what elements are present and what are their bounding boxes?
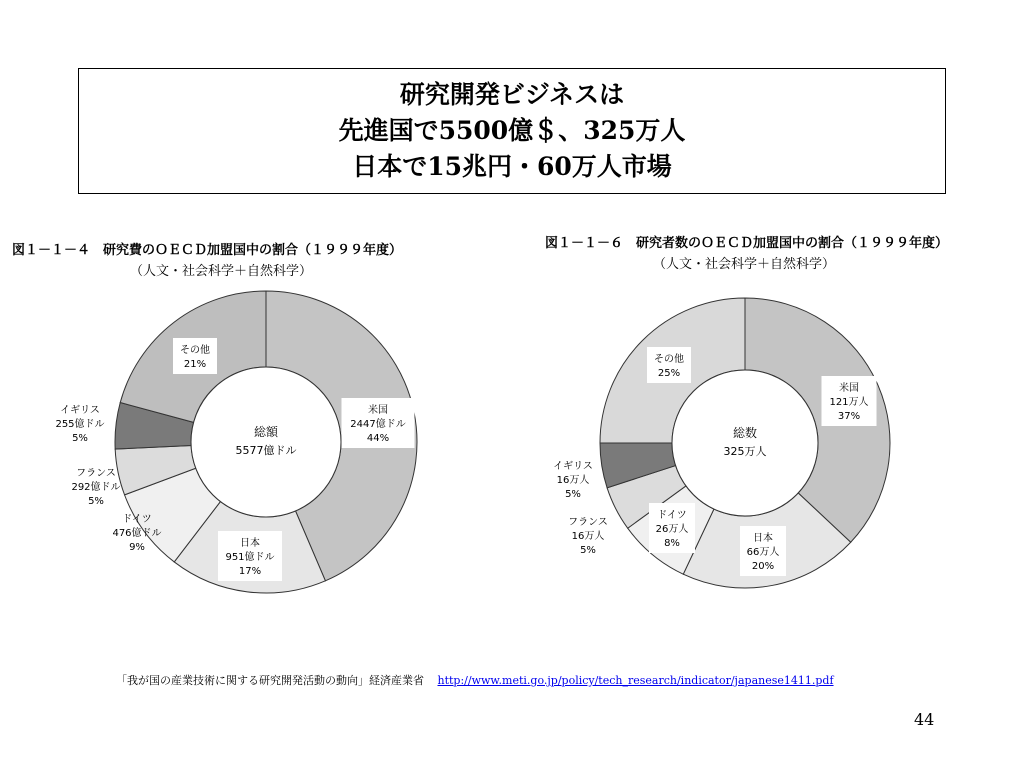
cost-uk-name-label: イギリス	[60, 405, 100, 416]
chart-right-title: 図１－１－６ 研究者数のＯＥＣＤ加盟国中の割合（１９９９年度）	[545, 236, 949, 251]
cost-other-name-label: その他	[180, 345, 210, 356]
page-number: 44	[914, 710, 935, 729]
researchers-france-pct-label: 5%	[580, 545, 596, 556]
cost-uk-pct-label: 5%	[72, 433, 88, 444]
researchers-us-value-label: 121万人	[829, 397, 869, 408]
researchers-germany-pct-label: 8%	[664, 538, 680, 549]
researchers-uk-value-label: 16万人	[556, 475, 590, 486]
researchers-us-name-label: 米国	[839, 383, 859, 394]
cost-label-uk	[55, 404, 104, 444]
researchers-label-france	[568, 516, 608, 556]
chart-left-title: 図１－１－４ 研究費のＯＥＣＤ加盟国中の割合（１９９９年度）	[12, 243, 403, 258]
cost-label-other	[173, 338, 217, 374]
cost-france-name-label: フランス	[76, 468, 116, 479]
source-citation	[116, 672, 834, 688]
researchers-uk-name-label: イギリス	[553, 461, 593, 472]
researchers-donut	[553, 298, 890, 588]
cost-us-value-label: 2447億ドル	[350, 419, 406, 430]
cost-germany-value-label: 476億ドル	[112, 528, 162, 539]
cost-japan-name-label: 日本	[240, 538, 260, 549]
researchers-japan-pct-label: 20%	[751, 561, 775, 572]
chart-right-subtitle: （人文・社会科学＋自然科学）	[653, 257, 836, 272]
cost-japan-value-label: 951億ドル	[225, 552, 275, 563]
title-line-1: 研究開発ビジネスは	[399, 80, 625, 109]
cost-center-value: 5577億ドル	[235, 444, 297, 457]
researchers-label-germany	[649, 503, 695, 553]
cost-donut	[55, 291, 417, 593]
researchers-center-value: 325万人	[723, 445, 767, 458]
cost-uk-value-label: 255億ドル	[55, 419, 105, 430]
researchers-us-pct-label: 37%	[837, 411, 861, 422]
cost-france-value-label: 292億ドル	[71, 482, 121, 493]
researchers-donut-hole	[672, 370, 818, 516]
researchers-france-value-label: 16万人	[571, 531, 605, 542]
title-line-3: 日本で15兆円・60万人市場	[352, 152, 672, 181]
cost-other-pct-label: 21%	[183, 359, 207, 370]
cost-us-name-label: 米国	[368, 405, 388, 416]
researchers-france-name-label: フランス	[568, 517, 608, 528]
researchers-label-us	[822, 376, 877, 426]
chart-left-subtitle: （人文・社会科学＋自然科学）	[130, 264, 313, 279]
source-text: 「我が国の産業技術に関する研究開発活動の動向」経済産業省	[116, 674, 424, 687]
researchers-other-name-label: その他	[654, 354, 684, 365]
cost-label-japan	[218, 531, 282, 581]
researchers-other-pct-label: 25%	[657, 368, 681, 379]
title-line-2: 先進国で5500億＄、325万人	[338, 116, 686, 145]
cost-japan-pct-label: 17%	[238, 566, 262, 577]
cost-center-label: 総額	[253, 425, 279, 439]
researchers-label-uk	[553, 460, 593, 500]
researchers-japan-name-label: 日本	[753, 533, 773, 544]
cost-germany-pct-label: 9%	[129, 542, 145, 553]
researchers-uk-pct-label: 5%	[565, 489, 581, 500]
researchers-germany-value-label: 26万人	[655, 524, 689, 535]
cost-donut-hole	[191, 367, 341, 517]
cost-label-us	[342, 398, 415, 448]
researchers-center-label: 総数	[732, 426, 758, 440]
cost-us-pct-label: 44%	[366, 433, 390, 444]
researchers-japan-value-label: 66万人	[746, 547, 780, 558]
researchers-label-japan	[740, 526, 786, 576]
researchers-germany-name-label: ドイツ	[657, 510, 687, 521]
source-link[interactable]: http://www.meti.go.jp/policy/tech_research/indicator/japanese1411.pdf	[437, 674, 834, 687]
cost-france-pct-label: 5%	[88, 496, 104, 507]
cost-germany-name-label: ドイツ	[122, 514, 152, 525]
cost-label-france	[71, 467, 120, 507]
researchers-label-other	[647, 347, 691, 383]
